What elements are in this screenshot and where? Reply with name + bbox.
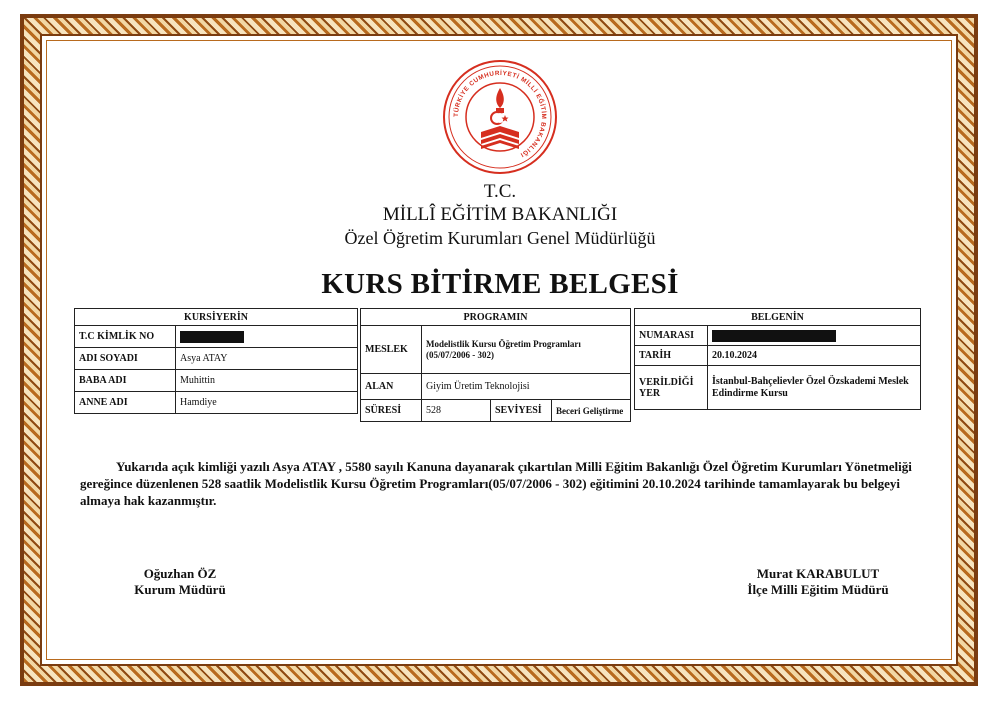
certificate-table (634, 308, 921, 410)
name-label: ADI SOYADI (75, 348, 176, 370)
cert-number-value (708, 326, 921, 346)
signatory-name: Oğuzhan ÖZ (143, 566, 217, 581)
trainee-table (74, 308, 358, 414)
duration-value: 528 (422, 400, 491, 422)
level-value: Beceri Geliştirme (552, 400, 631, 422)
certificate-heading: BELGENİN (635, 309, 921, 326)
field-label: ALAN (361, 374, 422, 400)
signatory-title: İlçe Milli Eğitim Müdürü (747, 582, 889, 597)
cert-number-label: NUMARASI (635, 326, 708, 346)
mother-name-label: ANNE ADI (75, 392, 176, 414)
redaction-bar (712, 330, 836, 342)
profession-label: MESLEK (361, 326, 422, 374)
name-value: Asya ATAY (176, 348, 358, 370)
program-table (360, 308, 631, 422)
certificate-body-text: Yukarıda açık kimliği yazılı Asya ATAY , 5580 sayılı Kanuna dayanarak çıkartılan Milli Eğitim Bakanlığı Özel Öğretim Kurumları Yönetmeliği gereğince düzenlenen 528 saatlik Modelistlik Kursu Öğretim Programları(05/07/2006 - 302) eğitimini 20.10.2024 tarihinde tamamlayarak bu belgeyi almaya hak kazanmıştır. (80, 459, 912, 508)
program-heading: PROGRAMIN (361, 309, 631, 326)
redaction-bar (180, 331, 244, 343)
signature-institution-director (100, 566, 260, 598)
issued-at-label: VERİLDİĞİ YER (635, 366, 708, 410)
issued-at-value: İstanbul-Bahçelievler Özel Özskademi Meslek Edindirme Kursu (708, 366, 921, 410)
father-name-value: Muhittin (176, 370, 358, 392)
level-label: SEVİYESİ (491, 400, 552, 422)
header-tc: T.C. (483, 181, 517, 202)
profession-value: Modelistlik Kursu Öğretim Programları (05/07/2006 - 302) (422, 326, 631, 374)
date-value: 20.10.2024 (708, 346, 921, 366)
field-value: Giyim Üretim Teknolojisi (422, 374, 631, 400)
header-department: Özel Öğretim Kurumları Genel Müdürlüğü (344, 228, 656, 248)
id-number-label: T.C KİMLİK NO (75, 326, 176, 348)
document-title: KURS BİTİRME BELGESİ (321, 268, 679, 300)
emblem-ring-text: TÜRKİYE CUMHURİYETİ MİLLİ EĞİTİM BAKANLIĞI (452, 69, 548, 159)
header-ministry: MİLLÎ EĞİTİM BAKANLIĞI (382, 204, 618, 225)
signature-district-director (718, 566, 918, 598)
mother-name-value: Hamdiye (176, 392, 358, 414)
id-number-value (176, 326, 358, 348)
father-name-label: BABA ADI (75, 370, 176, 392)
ministry-emblem (441, 58, 559, 176)
date-label: TARİH (635, 346, 708, 366)
trainee-heading: KURSİYERİN (75, 309, 358, 326)
signatory-title: Kurum Müdürü (134, 582, 226, 597)
signatory-name: Murat KARABULUT (756, 566, 880, 581)
duration-label: SÜRESİ (361, 400, 422, 422)
